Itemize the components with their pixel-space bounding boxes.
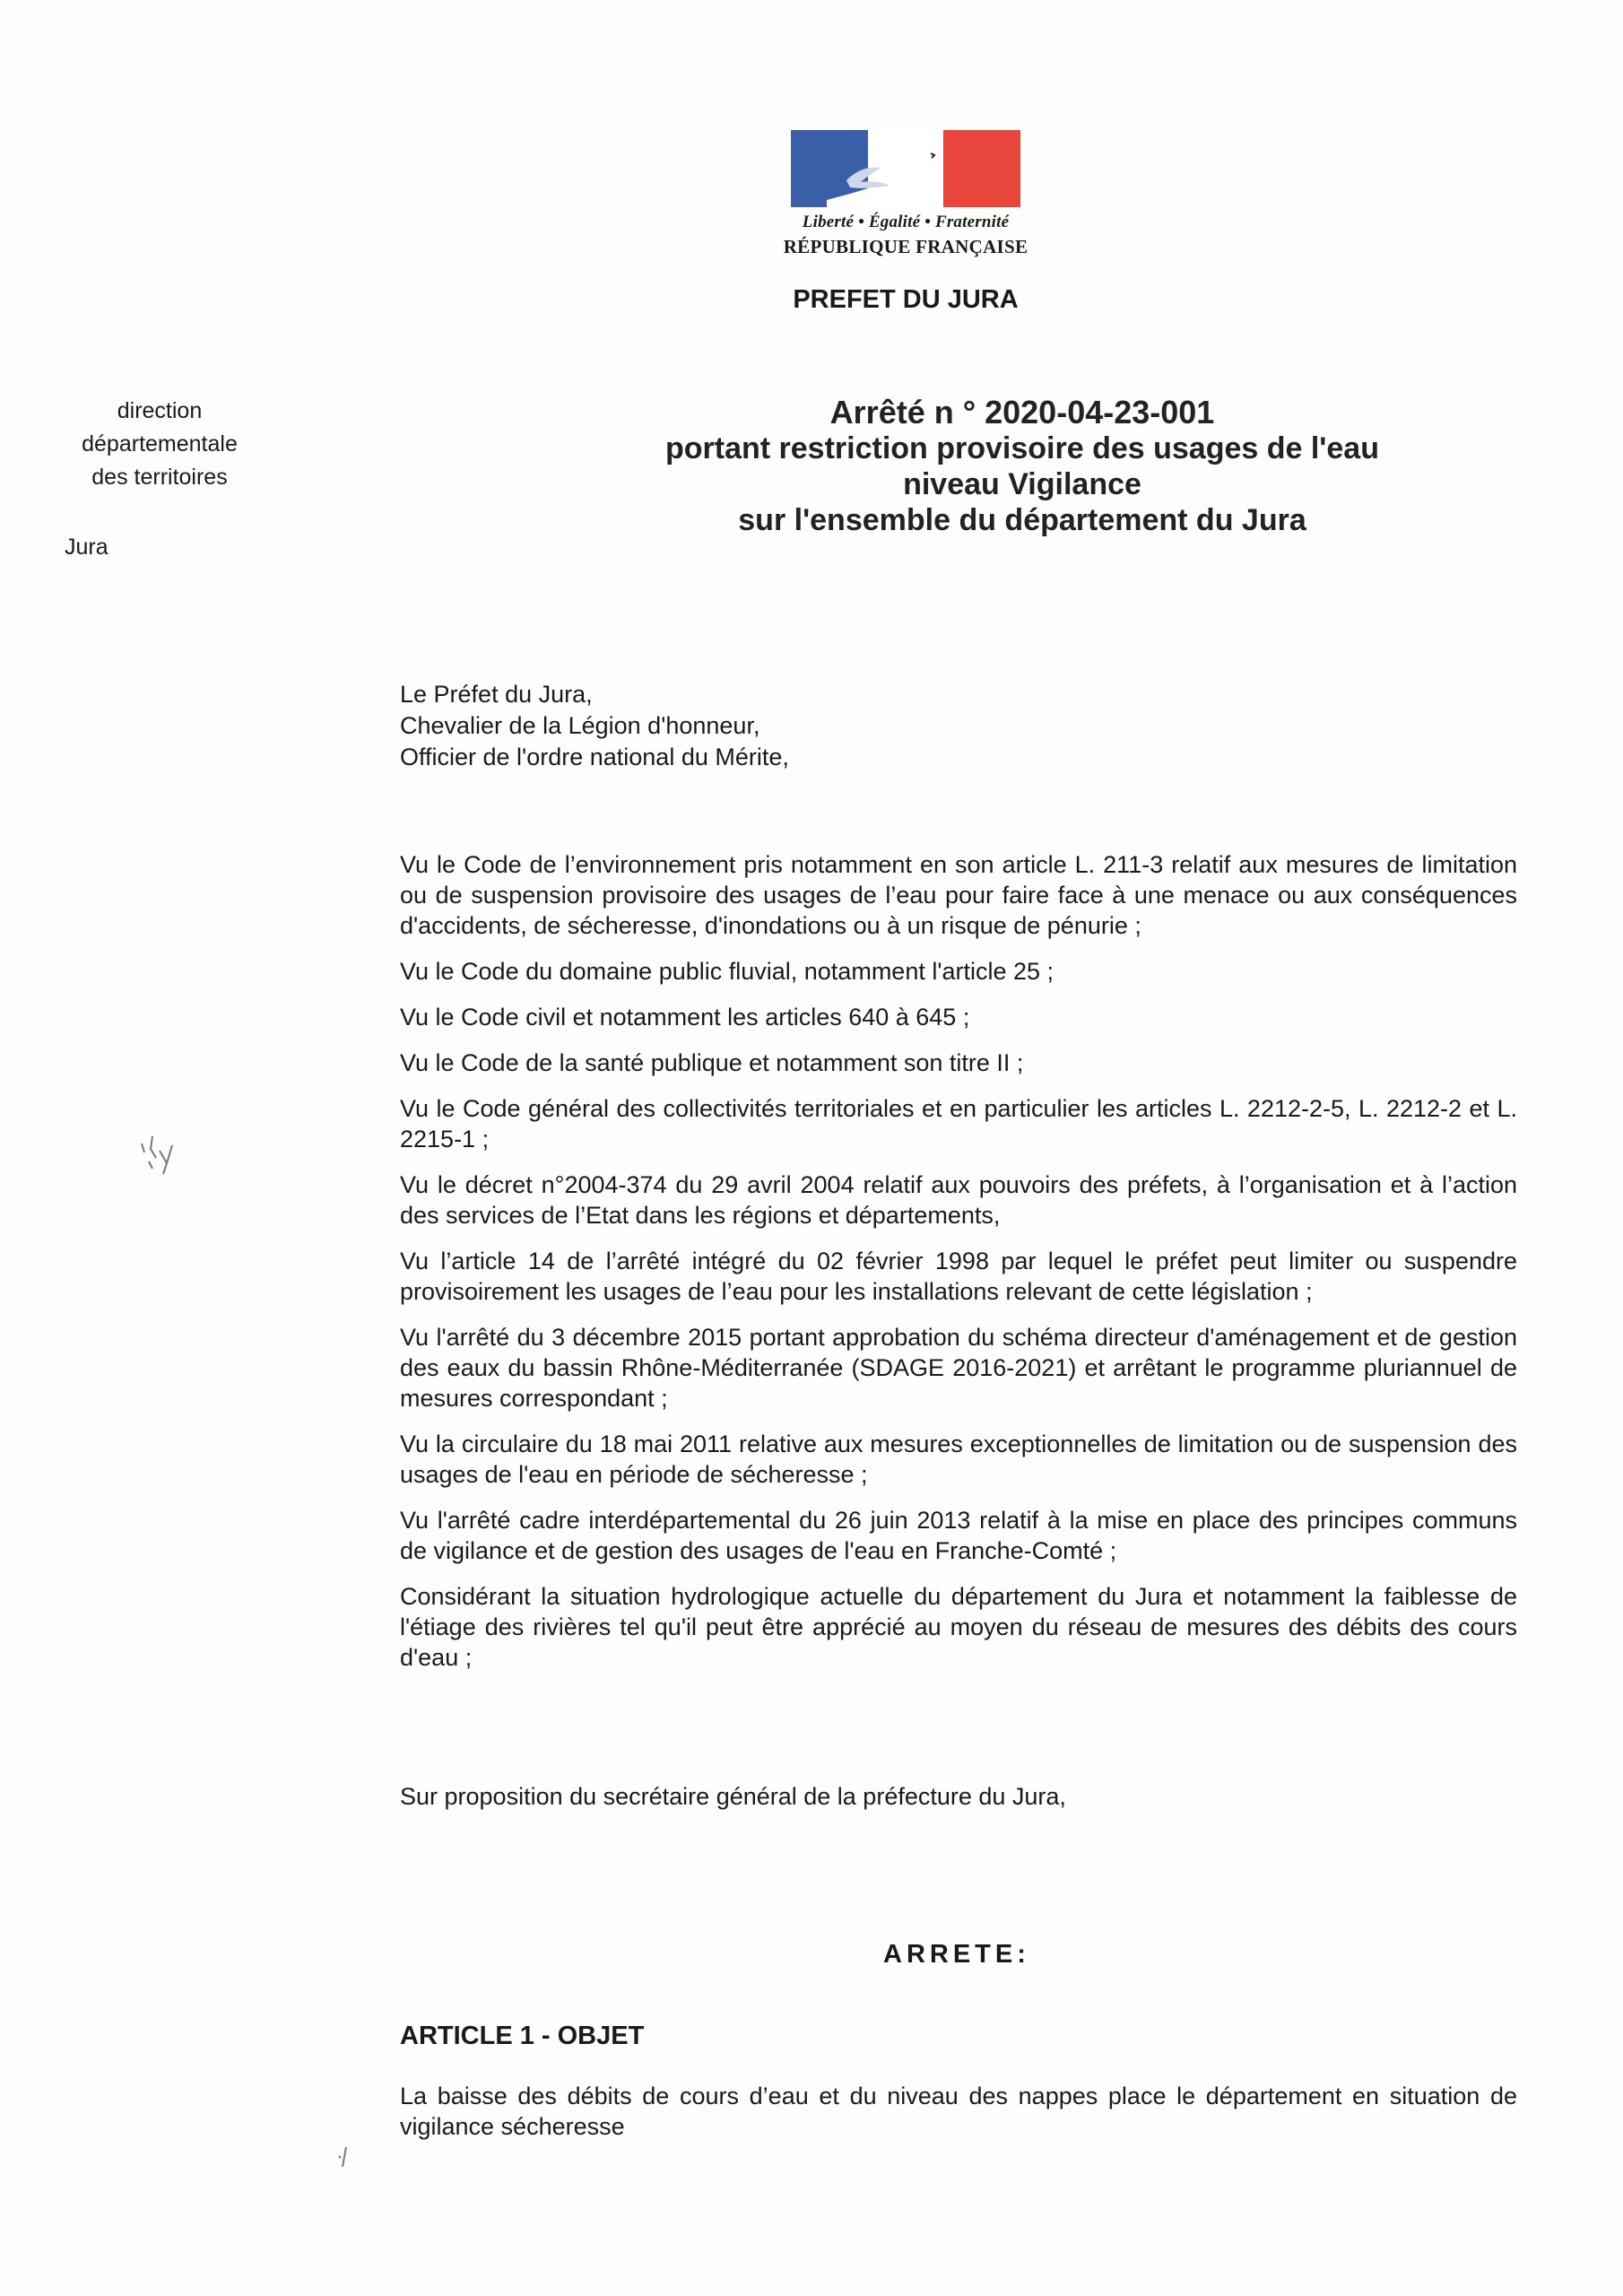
identity-line: Officier de l'ordre national du Mérite, xyxy=(400,744,789,770)
identity-line: Chevalier de la Légion d'honneur, xyxy=(400,712,760,739)
visa-paragraph: Vu le Code de la santé publique et notamment son titre II ; xyxy=(400,1049,1024,1076)
decree-number: Arrêté n ° 2020-04-23-001 xyxy=(829,394,1215,430)
service-line: direction xyxy=(117,398,203,423)
visa-paragraph: Vu le Code de l’environnement pris notamment en son article L. 211-3 relatif aux mesures de limitation ou de suspension provisoire des usages de l’eau pour faire face à une menace ou aux conséquences d'accidents, de sécheresse, d'inondations ou à un risque de pénurie ; xyxy=(400,851,1517,939)
scan-mark-icon xyxy=(133,1126,204,1197)
title-line: sur l'ensemble du département du Jura xyxy=(738,503,1306,537)
title-line: niveau Vigilance xyxy=(903,467,1141,501)
marianne-logo-icon xyxy=(791,130,1020,207)
visa-paragraph: Vu l'arrêté du 3 décembre 2015 portant approbation du schéma directeur d'aménagement et de gestion des eaux du bassin Rhône-Méditerranée (SDAGE 2016-2021) et arrêtant le programme pluriannuel de mesures correspondant ; xyxy=(400,1324,1517,1412)
republic-name: RÉPUBLIQUE FRANÇAISE xyxy=(783,236,1028,257)
document-title xyxy=(628,395,1417,538)
proposal-line: Sur proposition du secrétaire général de la préfecture du Jura, xyxy=(400,1783,1066,1810)
issuing-service xyxy=(52,395,267,494)
visa-paragraph: Vu le décret n°2004-374 du 29 avril 2004 relatif aux pouvoirs des préfets, à l’organisation et à l’action des services de l’Etat dans les régions et départements, xyxy=(400,1171,1517,1229)
visa-paragraph: Vu l’article 14 de l’arrêté intégré du 02 février 1998 par lequel le préfet peut limiter ou suspendre provisoirement les usages de l’eau pour les installations relevant de cette législation ; xyxy=(400,1248,1517,1305)
service-line: départementale xyxy=(82,431,238,457)
republic-motto: Liberté • Égalité • Fraternité xyxy=(802,213,1010,231)
article-1-heading: ARTICLE 1 - OBJET xyxy=(400,2022,645,2050)
arrete-heading: ARRETE: xyxy=(883,1940,1030,1969)
title-line: portant restriction provisoire des usages de l'eau xyxy=(665,431,1379,465)
service-department: Jura xyxy=(65,535,108,560)
legal-considerations xyxy=(400,849,1517,1688)
visa-paragraph: Vu le Code civil et notamment les articles 640 à 645 ; xyxy=(400,1004,970,1031)
visa-paragraph: Vu la circulaire du 18 mai 2011 relative aux mesures exceptionnelles de limitation ou de suspension des usages de l'eau en période de sécheresse ; xyxy=(400,1431,1517,1488)
visa-paragraph: Considérant la situation hydrologique actuelle du département du Jura et notamment la faiblesse de l'étiage des rivières tel qu'il peut être apprécié au moyen du réseau de mesures des débits des cours d'eau ; xyxy=(400,1583,1517,1671)
prefect-identity xyxy=(400,679,789,773)
identity-line: Le Préfet du Jura, xyxy=(400,681,593,708)
prefect-title: PREFET DU JURA xyxy=(793,285,1019,314)
visa-paragraph: Vu l'arrêté cadre interdépartemental du 26 juin 2013 relatif à la mise en place des principes communs de vigilance et de gestion des usages de l'eau en Franche-Comté ; xyxy=(400,1507,1517,1564)
article-1-body: La baisse des débits de cours d’eau et du niveau des nappes place le département en situation de vigilance sécheresse xyxy=(400,2083,1517,2140)
republic-logo-block xyxy=(780,130,1031,258)
visa-paragraph: Vu le Code du domaine public fluvial, notamment l'article 25 ; xyxy=(400,958,1055,985)
visa-paragraph: Vu le Code général des collectivités territoriales et en particulier les articles L. 2212-2-5, L. 2212-2 et L. 2215-1 ; xyxy=(400,1095,1517,1152)
service-line: des territoires xyxy=(91,465,228,490)
scan-mark-icon xyxy=(335,2145,353,2169)
